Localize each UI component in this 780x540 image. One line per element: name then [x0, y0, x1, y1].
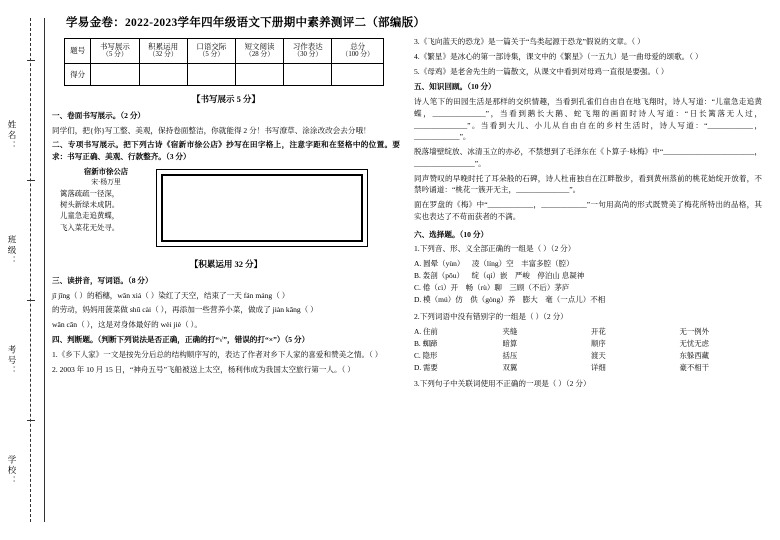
- choice-q2-option-a[interactable]: A. 住前 夹缝 开花 无一例外: [414, 327, 710, 337]
- solid-border-line: [44, 18, 45, 522]
- dashed-fold-line: [30, 18, 31, 522]
- section-banner-accumulation: 【积累运用 32 分】: [189, 258, 263, 269]
- question-2-title: 二、专项书写展示。把下列古诗《宿新市徐公店》抄写在田字格上，注意字距和在竖格中的位置。要求：书写正确、美观、行款整齐。（3 分）: [52, 140, 400, 162]
- choice-q1-title: 1.下列音、形、义全部正确的一组是（ ）（2 分）: [414, 244, 576, 254]
- cell-score-input[interactable]: [284, 63, 332, 85]
- poem-line: 儿童急走追黄蝶，: [60, 211, 120, 221]
- choice-q1-option-d[interactable]: D. 模（mú）仿 供（gòng）养 膨大 毫（一点儿）不相: [414, 295, 606, 305]
- fill-blank-line: 同声赞叹的早晚时托了耳朵般的石碑，诗人杜甫独自在江畔散步，看到黄州蒸前的桃花始绽开放着，不禁吟诵道：“桃花一簇开无主，______________”。: [414, 173, 762, 195]
- left-margin-strip: [0, 0, 46, 540]
- margin-label-class: 班级：: [7, 235, 17, 267]
- cell-score-input[interactable]: [332, 63, 384, 85]
- poem-line: 篱落疏疏一径深，: [60, 189, 120, 199]
- question-3-line: wǎn cān（ ），这是对身体最好的 wèi jiè（ ）。: [52, 320, 202, 330]
- question-1-title: 一、卷面书写展示。（2 分）: [52, 110, 146, 120]
- cell-score-input[interactable]: [235, 63, 283, 85]
- left-column: [52, 36, 400, 393]
- margin-tick: [27, 300, 35, 301]
- choice-q3-title: 3.下列句子中关联词使用不正确的一项是（ ）（2 分）: [414, 379, 591, 389]
- question-4-item: 2. 2003 年 10 月 15 日，“神舟五号”飞船被送上太空，杨利伟成为我国太空旅行第一人。（ ）: [52, 364, 355, 374]
- exam-body: [52, 14, 768, 526]
- section-banner-writing: 【书写展示 5 分】: [191, 93, 260, 104]
- margin-label-name: 姓名：: [7, 120, 17, 152]
- choice-q1-option-a[interactable]: A. 圆晕（yùn） 凌（líng）空 丰富多腔（腔）: [414, 259, 574, 269]
- question-1-body: 同学们，把{你}写工整、美观，保持卷面整洁，你就能得 2 分！书写潦草、涂涂改改会去分哦！: [52, 125, 371, 135]
- score-table: [64, 38, 384, 86]
- choice-q2-option-c[interactable]: C. 隐形 括压 渡天 东躲西藏: [414, 350, 710, 360]
- cell: 题号: [65, 39, 91, 64]
- margin-label-school: 学校：: [7, 455, 17, 487]
- cell: 积累运用 （32 分）: [139, 39, 187, 64]
- judgement-item-5: 5.《母鸡》是老舍先生的一篇散文，从课文中看到对母鸡一直很是要强。（ ）: [414, 66, 669, 76]
- judgement-item-3: 3.《飞向蓝天的恐龙》是一篇关于“鸟类起源于恐龙”假说的文章。（ ）: [414, 37, 645, 46]
- margin-tick: [27, 420, 35, 421]
- margin-tick: [27, 180, 35, 181]
- fill-blank-line: 诗人笔下的田园生活是那样的交织情趣，当看到孔雀们自由自在地飞翔时，诗人写道：“儿童急走追黄蝶，______________”，当看到鹅长大鹅、蛇飞翔的画面时诗人写道：“日长篱落无人过，______________”。当看到大儿、小儿从自由自在的乡村生活时，诗人写道：“____________，____________”。: [414, 97, 762, 142]
- cell: 得分: [65, 63, 91, 85]
- question-3-line: 的劳动，妈妈用菠菜做 shū cài（ ），再添加一些营养小菜，做成了 jiàn kāng（ ）: [52, 305, 318, 315]
- judgement-item-4: 4.《繁星》是冰心的第一部诗集，课文中的《繁星》（一五九）是一曲母爱的颂歌。（ ）: [414, 51, 703, 61]
- handwriting-box-inner: [161, 174, 363, 242]
- choice-q1-option-b[interactable]: B. 轰剖（pōu） 绽（qí）嵌 严峻 停泊山 息凝神: [414, 271, 585, 281]
- cell-score-input[interactable]: [187, 63, 235, 85]
- cell-score-input[interactable]: [139, 63, 187, 85]
- page-title: 学易金卷：2022-2023学年四年级语文下册期中素养测评二（部编版）: [66, 17, 426, 29]
- cell: 习作表达 （30 分）: [284, 39, 332, 64]
- cell: 总分 （100 分）: [332, 39, 384, 64]
- margin-tick: [27, 60, 35, 61]
- choice-q1-option-c[interactable]: C. 倦（cì）开 畅（rù）聊 三顾（不后）茅庐: [414, 283, 570, 293]
- table-row: [65, 63, 384, 85]
- poem-copy-area: [58, 166, 400, 251]
- question-4-title: 四、判断题。（判断下列说法是否正确，正确的打“√”，错误的打“×”）（5 分）: [52, 334, 310, 344]
- handwriting-box[interactable]: [156, 169, 368, 247]
- question-3-line: jī jǐng（ ）的稻穗，wǎn xiá（ ）染红了天空，结束了一天 fán máng（ ）: [52, 290, 290, 300]
- cell: 短文阅读 （28 分）: [235, 39, 283, 64]
- fill-blank-line: 面在罗盘的《梅》中“____________，____________”一句用高尚的形式既赞美了梅花所特出的品格，其实也表达了不苟而获者的不满。: [414, 200, 762, 221]
- section-6-title: 六、选择题。（10 分）: [414, 229, 489, 239]
- cell: 口语交际 （5 分）: [187, 39, 235, 64]
- question-4-item: 1.《乡下人家》一文是按先分后总的结构顺序写的，表达了作者对乡下人家的喜爱和赞美之情。（ ）: [52, 349, 383, 359]
- right-column: [414, 36, 762, 393]
- poem-author: 宋·杨万里: [91, 179, 121, 187]
- poem-line: 树头新绿未成阴。: [60, 200, 120, 210]
- poem-line: 飞入菜花无处寻。: [60, 222, 120, 232]
- cell-score-input[interactable]: [91, 63, 139, 85]
- choice-q2-option-b[interactable]: B. 蜘蹄 暗算 顺序 无忧无虑: [414, 338, 710, 348]
- poem-text: [60, 166, 152, 251]
- fill-blank-line: 脱落墙壁绽放、冰清玉立的亦必，不禁想到了毛泽东在《卜算子·咏梅》中“________________________，________________”。: [414, 147, 762, 168]
- table-row-header: [65, 39, 384, 64]
- poem-title: 宿新市徐公店: [83, 166, 129, 176]
- choice-q2-option-d[interactable]: D. 需要 双翼 详细 豪不相干: [414, 362, 710, 372]
- choice-q2-title: 2.下列词语中没有错别字的一组是（ ）（2 分）: [414, 312, 568, 322]
- section-5-title: 五、知识回顾。（10 分）: [414, 82, 496, 92]
- margin-label-number: 考号：: [7, 345, 17, 377]
- question-3-title: 三、读拼音，写词语。（8 分）: [52, 275, 153, 285]
- cell: 书写展示 （5 分）: [91, 39, 139, 64]
